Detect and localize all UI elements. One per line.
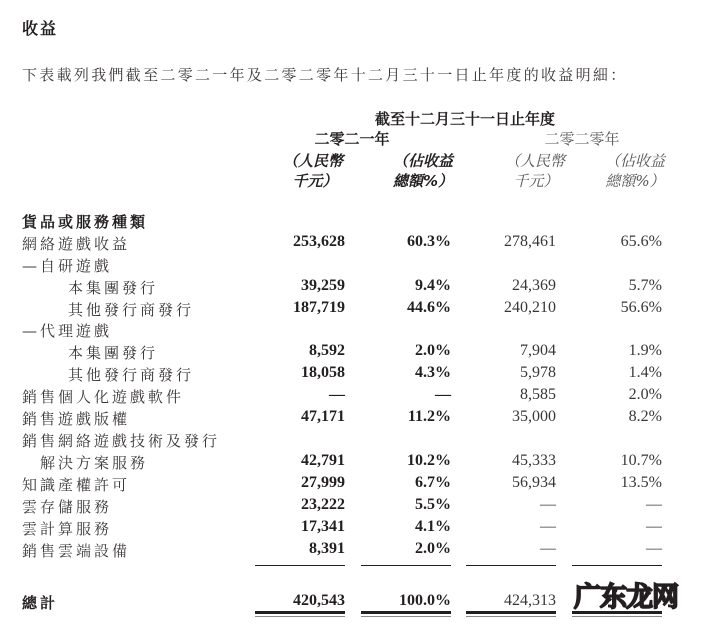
value-2020: — <box>540 518 556 535</box>
total-double-rule <box>572 616 662 617</box>
pct-2021: 60.3% <box>407 233 451 250</box>
value-2020: 35,000 <box>512 408 556 425</box>
pct-2020: 10.7% <box>620 452 662 469</box>
value-2020: — <box>540 496 556 513</box>
intro-text: 下表載列我們截至二零二一年及二零二零年十二月三十一日止年度的收益明細： <box>22 66 628 84</box>
total-row <box>22 592 662 613</box>
pct-2020: 65.6% <box>620 233 662 250</box>
pct-2020: — <box>646 540 662 557</box>
value-2021: 23,222 <box>301 496 345 513</box>
pct-2021: 4.3% <box>415 364 451 381</box>
total-double-rule <box>466 616 556 617</box>
section-title: 收益 <box>22 19 59 38</box>
pct-2020-header-line2: 總額%） <box>605 172 665 190</box>
table-row <box>22 255 662 276</box>
value-2021: — <box>329 386 345 403</box>
pct-2021-header-line2: 總額%） <box>392 172 454 190</box>
section-row <box>22 211 662 232</box>
row-label: 解決方案服務 <box>40 454 149 472</box>
pct-2021: 11.2% <box>407 408 451 425</box>
value-2020: 5,978 <box>520 364 556 381</box>
value-2021: 39,259 <box>301 277 345 294</box>
pct-2021: 9.4% <box>415 277 451 294</box>
pct-2021: 4.1% <box>415 518 451 535</box>
year-2021-header: 二零二一年 <box>314 130 390 148</box>
table-row <box>22 320 662 341</box>
row-label: —代理遊戲 <box>22 322 113 340</box>
amount-2021-header-line1: （人民幣 <box>282 152 343 170</box>
pct-2021: 44.6% <box>407 299 451 316</box>
total-value-2021: 420,543 <box>293 592 345 609</box>
value-2021: 47,171 <box>301 408 345 425</box>
table-row <box>22 364 662 385</box>
subtotal-rule <box>361 565 451 566</box>
value-2020: 7,904 <box>520 342 556 359</box>
total-label: 總計 <box>22 594 59 612</box>
amount-2020-header-line1: （人民幣 <box>504 152 565 170</box>
row-label: 其他發行商發行 <box>68 301 195 319</box>
row-label: 網絡遊戲收益 <box>22 235 131 253</box>
table-row <box>22 233 662 254</box>
pct-2020: 56.6% <box>620 299 662 316</box>
table-row <box>22 299 662 320</box>
value-2021: 187,719 <box>293 299 345 316</box>
row-label: 銷售雲端設備 <box>22 542 131 560</box>
total-pct-2021: 100.0% <box>399 592 451 609</box>
table-row <box>22 277 662 298</box>
row-label: 雲存儲服務 <box>22 498 113 516</box>
pct-2020: 1.4% <box>628 364 662 381</box>
value-2021: 18,058 <box>301 364 345 381</box>
watermark-logo: 广东龙网 <box>574 582 678 613</box>
amount-2021-header-line2: 千元） <box>292 172 338 190</box>
period-header: 截至十二月三十一日止年度 <box>374 110 555 128</box>
total-double-rule <box>361 611 451 614</box>
section-label: 貨品或服務種類 <box>22 213 149 231</box>
table-row <box>22 430 662 451</box>
table-row <box>22 386 662 407</box>
table-row <box>22 496 662 517</box>
value-2020: 24,369 <box>512 277 556 294</box>
pct-2020: 13.5% <box>620 474 662 491</box>
pct-2021: — <box>435 386 451 403</box>
pct-2020-header-line1: （佔收益 <box>604 152 665 170</box>
pct-2020: — <box>646 518 662 535</box>
row-label: 雲計算服務 <box>22 520 113 538</box>
subtotal-rule <box>572 565 662 566</box>
total-double-rule <box>255 611 345 614</box>
pct-2020: 8.2% <box>628 408 662 425</box>
total-double-rule <box>466 611 556 614</box>
row-label: 銷售遊戲版權 <box>22 410 131 428</box>
total-double-rule <box>255 616 345 617</box>
value-2021: 42,791 <box>301 452 345 469</box>
value-2021: 8,592 <box>309 342 345 359</box>
row-label: 其他發行商發行 <box>68 366 195 384</box>
pct-2021: 5.5% <box>415 496 451 513</box>
pct-2020: — <box>646 496 662 513</box>
value-2021: 8,391 <box>309 540 345 557</box>
value-2020: 240,210 <box>504 299 556 316</box>
pct-2020: 1.9% <box>628 342 662 359</box>
row-label: 本集團發行 <box>68 279 159 297</box>
value-2021: 27,999 <box>301 474 345 491</box>
row-label: 銷售個人化遊戲軟件 <box>22 388 185 406</box>
table-row <box>22 474 662 495</box>
table-row <box>22 540 662 561</box>
value-2020: — <box>540 540 556 557</box>
pct-2021: 2.0% <box>415 342 451 359</box>
pct-2021: 10.2% <box>407 452 451 469</box>
row-label: 知識產權許可 <box>22 476 131 494</box>
subtotal-rule <box>255 565 345 566</box>
pct-2021-header-line1: （佔收益 <box>392 152 453 170</box>
pct-2021: 2.0% <box>415 540 451 557</box>
table-row <box>22 408 662 429</box>
row-label: —自研遊戲 <box>22 257 113 275</box>
year-2020-header: 二零二零年 <box>544 130 620 148</box>
pct-2020: 5.7% <box>628 277 662 294</box>
value-2020: 45,333 <box>512 452 556 469</box>
pct-2020: 2.0% <box>628 386 662 403</box>
value-2021: 253,628 <box>293 233 345 250</box>
amount-2020-header-line2: 千元） <box>513 172 559 190</box>
subtotal-rule <box>466 565 556 566</box>
value-2020: 278,461 <box>504 233 556 250</box>
row-label: 銷售網絡遊戲技術及發行 <box>22 432 221 450</box>
value-2020: 8,585 <box>520 386 556 403</box>
table-row <box>22 342 662 363</box>
table-row <box>22 452 662 473</box>
value-2020: 56,934 <box>512 474 556 491</box>
row-label: 本集團發行 <box>68 344 159 362</box>
pct-2021: 6.7% <box>415 474 451 491</box>
total-value-2020: 424,313 <box>504 592 556 609</box>
value-2021: 17,341 <box>301 518 345 535</box>
table-row <box>22 518 662 539</box>
total-double-rule <box>361 616 451 617</box>
